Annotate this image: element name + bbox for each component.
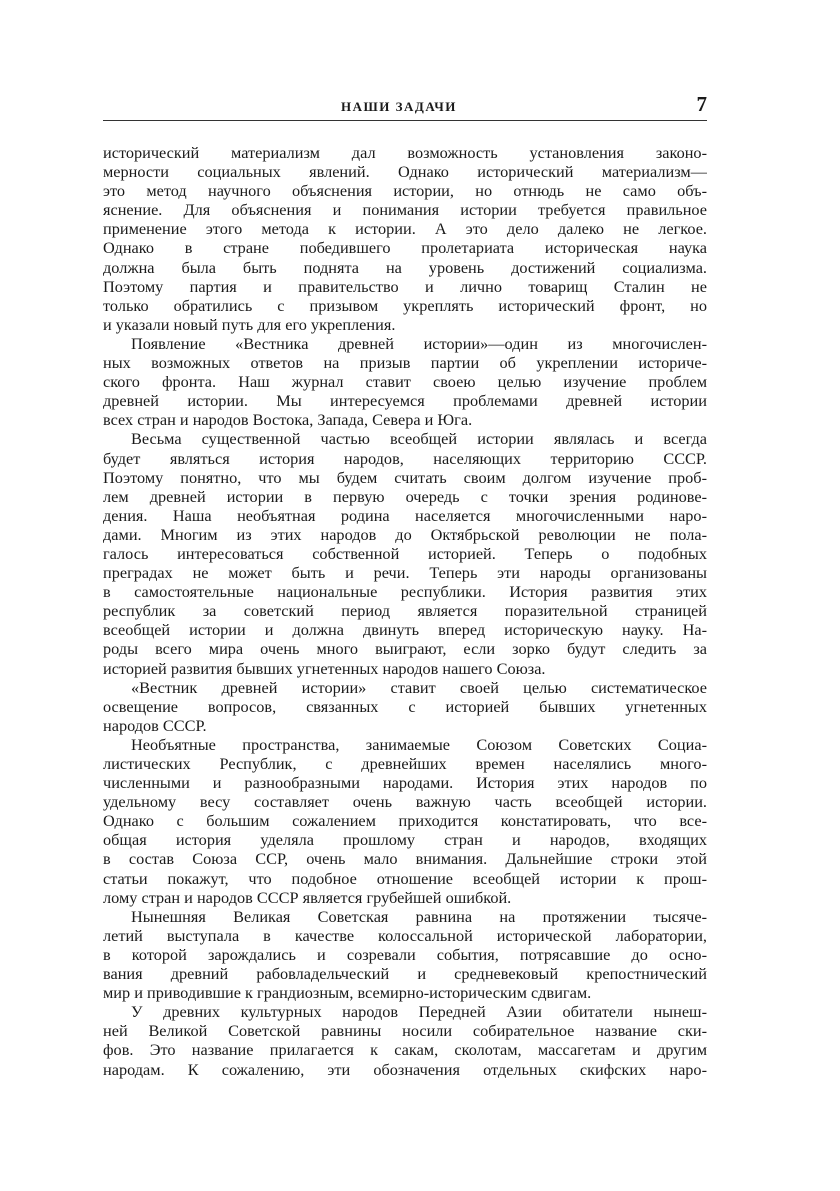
text-line: Поэтому партия и правительство и лично товарищ Сталин не <box>103 276 707 296</box>
text-line: летий выступала в качестве колоссальной исторической лаборатории, <box>103 925 707 945</box>
text-line: народов СССР. <box>103 715 207 735</box>
paragraph <box>103 1002 707 1078</box>
text-line: будет являться история народов, населяющих территорию СССР. <box>103 448 707 468</box>
text-line: ского фронта. Наш журнал ставит своею целью изучение проблем <box>103 372 707 392</box>
paragraph <box>103 907 707 1002</box>
text-line: численными и разнообразными народами. История этих народов по <box>103 773 707 793</box>
text-line: роды всего мира очень много выиграют, если зорко будут следить за <box>103 639 707 659</box>
running-header <box>103 92 707 118</box>
text-line: народам. К сожалению, эти обозначения отдельных скифских наро- <box>103 1059 707 1079</box>
text-line: удельному весу составляет очень важную часть всеобщей истории. <box>103 792 707 812</box>
text-line: в самостоятельные национальные республики. История развития этих <box>103 582 707 602</box>
text-line: всех стран и народов Востока, Запада, Севера и Юга. <box>103 410 473 430</box>
text-line: дами. Многим из этих народов до Октябрьской революции не пола- <box>103 524 707 544</box>
text-line: Появление «Вестника древней истории»—один из многочислен- <box>131 333 707 353</box>
text-line: мир и приводившие к грандиозным, всемирно-историческим сдвигам. <box>103 983 592 1003</box>
text-line: Однако в стране победившего пролетариата историческая наука <box>103 238 707 258</box>
text-line: преградах не может быть и речи. Теперь эти народы организованы <box>103 563 707 583</box>
text-line: лем древней истории в первую очередь с точки зрения родинове- <box>103 486 707 506</box>
text-line: Необъятные пространства, занимаемые Союзом Советских Социа- <box>131 734 707 754</box>
text-line: историей развития бывших угнетенных народов нашего Союза. <box>103 658 546 678</box>
text-line: исторический материализм дал возможность установления законо- <box>103 143 707 162</box>
text-line: статьи покажут, что подобное отношение всеобщей истории к прош- <box>103 868 707 888</box>
text-line: ней Великой Советской равнины носили собирательное название ски- <box>103 1021 707 1041</box>
text-line: применение этого метода к истории. А это дело далеко не легкое. <box>103 219 707 239</box>
text-line: У древних культурных народов Передней Азии обитатели нынеш- <box>131 1002 707 1022</box>
text-line: Весьма существенной частью всеобщей истории являлась и всегда <box>131 429 707 449</box>
text-line: Поэтому понятно, что мы будем считать своим долгом изучение проб- <box>103 467 707 487</box>
text-line: дения. Наша необъятная родина населяется многочисленными наро- <box>103 505 707 525</box>
text-line: ных возможных ответов на призыв партии об укреплении историче- <box>103 353 707 373</box>
text-line: всеобщей истории и должна двинуть вперед историческую науку. На- <box>103 620 707 640</box>
paragraph <box>103 334 707 429</box>
text-line: листических Республик, с древнейших времен населялись много- <box>103 754 707 773</box>
text-line: Однако с большим сожалением приходится констатировать, что все- <box>103 811 707 831</box>
text-line: в которой зарождались и созревали события, потрясавшие до осно- <box>103 944 707 964</box>
header-rule <box>103 120 707 121</box>
text-line: Нынешняя Великая Советская равнина на протяжении тысяче- <box>131 906 707 926</box>
page-number: 7 <box>696 92 707 116</box>
text-line: общая история уделяла прошлому стран и народов, входящих <box>103 830 707 850</box>
text-line: должна была быть поднята на уровень достижений социализма. <box>103 257 707 277</box>
text-line: это метод научного объяснения истории, но отнюдь не само объ- <box>103 181 707 201</box>
text-line: республик за советский период является поразительной страницей <box>103 601 707 621</box>
paragraph <box>103 429 707 677</box>
text-line: яснение. Для объяснения и понимания истории требуется правильное <box>103 200 707 220</box>
text-line: галось интересоваться собственной историей. Теперь о подобных <box>103 543 707 563</box>
paragraph <box>103 678 707 735</box>
text-line: вания древний рабовладельческий и средневековый крепостнический <box>103 964 707 984</box>
paragraph <box>103 143 707 334</box>
text-line: лому стран и народов СССР является грубейшей ошибкой. <box>103 887 512 907</box>
text-line: и указали новый путь для его укрепления. <box>103 314 396 334</box>
paragraph <box>103 735 707 907</box>
text-line: фов. Это название прилагается к сакам, сколотам, массагетам и другим <box>103 1040 707 1060</box>
running-title: НАШИ ЗАДАЧИ <box>341 99 457 114</box>
article-body <box>103 143 707 1079</box>
text-line: «Вестник древней истории» ставит своей целью систематическое <box>131 677 707 697</box>
text-line: освещение вопросов, связанных с историей бывших угнетенных <box>103 696 707 716</box>
text-line: мерности социальных явлений. Однако исторический материализм— <box>103 162 707 182</box>
text-line: древней истории. Мы интересуемся проблемами древней истории <box>103 391 707 411</box>
text-line: только обратились с призывом укреплять исторический фронт, но <box>103 295 707 315</box>
text-line: в состав Союза ССР, очень мало внимания. Дальнейшие строки этой <box>103 849 707 869</box>
